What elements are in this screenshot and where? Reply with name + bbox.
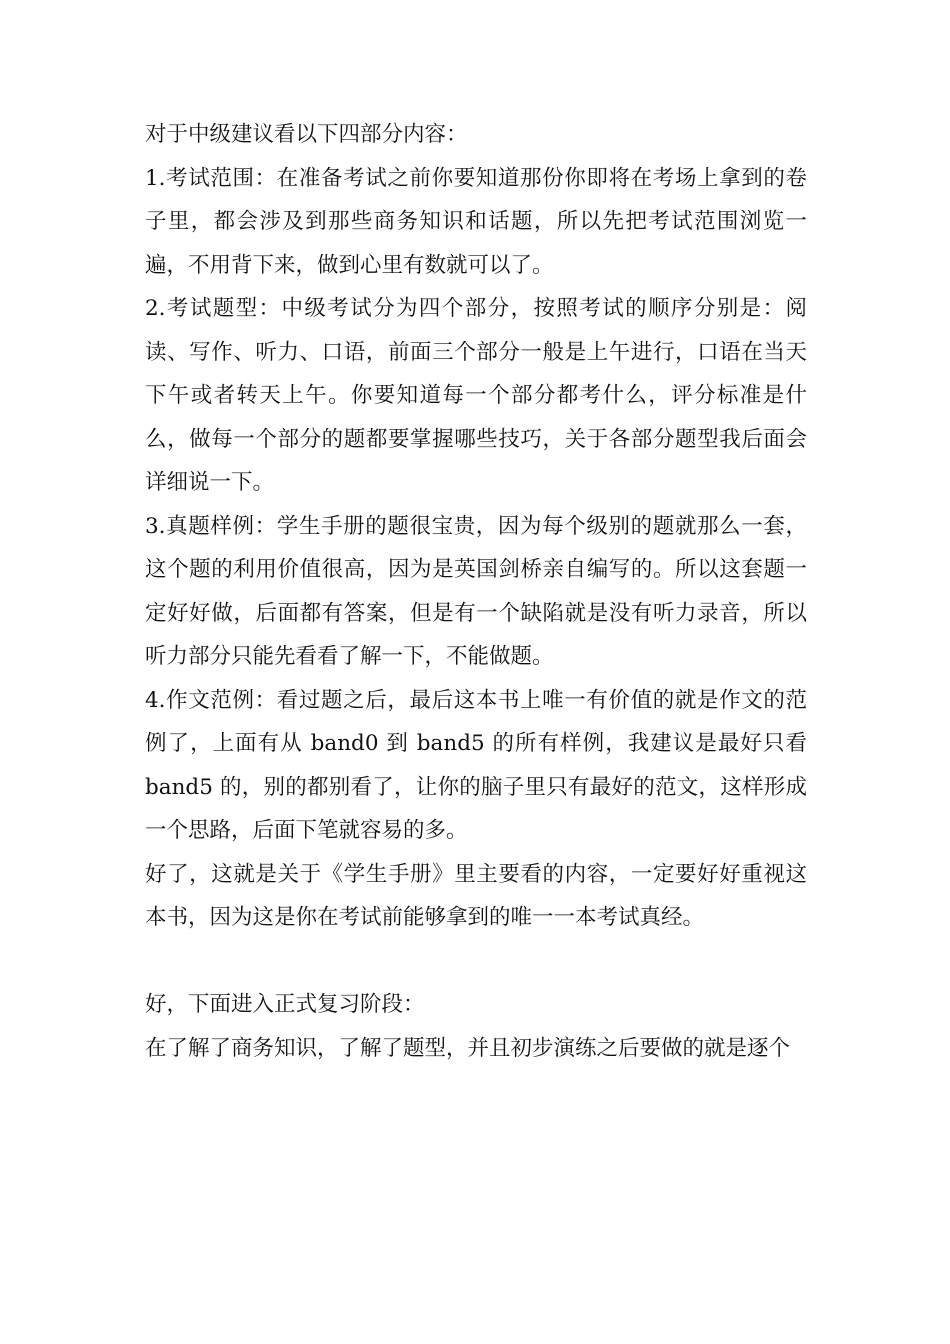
sample-questions-paragraph: 3.真题样例：学生手册的题很宝贵，因为每个级别的题就那么一套，这个题的利用价值很高，因为是英国剑桥亲自编写的。所以这套题一定好好做，后面都有答案，但是有一个缺陷就是没有听力录音，所以听力部分只能先看看了解一下，不能做题。: [145, 513, 807, 669]
review-stage-heading: 好，下面进入正式复习阶段：: [145, 992, 425, 1017]
exam-scope-paragraph: 1.考试范围：在准备考试之前你要知道那份你即将在考场上拿到的卷子里，都会涉及到那些商务知识和话题，所以先把考试范围浏览一遍，不用背下来，做到心里有数就可以了。: [145, 165, 807, 278]
summary-paragraph: 好了，这就是关于《学生手册》里主要看的内容，一定要好好重视这本书，因为这是你在考试前能够拿到的唯一一本考试真经。: [145, 861, 807, 930]
essay-samples-paragraph: 4.作文范例：看过题之后，最后这本书上唯一有价值的就是作文的范例了，上面有从 band0 到 band5 的所有样例，我建议是最好只看 band5 的，别的都别看了，让你的脑子里只有最好的范文，这样形成一个思路，后面下笔就容易的多。: [145, 687, 807, 843]
intro-paragraph: 对于中级建议看以下四部分内容：: [145, 122, 468, 147]
blank-line: [145, 940, 807, 984]
exam-format-paragraph: 2.考试题型：中级考试分为四个部分，按照考试的顺序分别是：阅读、写作、听力、口语，前面三个部分一般是上午进行，口语在当天下午或者转天上午。你要知道每一个部分都考什么，评分标准是什么，做每一个部分的题都要掌握哪些技巧，关于各部分题型我后面会详细说一下。: [145, 296, 807, 495]
document-body: [145, 113, 807, 1070]
review-stage-paragraph: 在了解了商务知识，了解了题型，并且初步演练之后要做的就是逐个: [145, 1035, 791, 1061]
